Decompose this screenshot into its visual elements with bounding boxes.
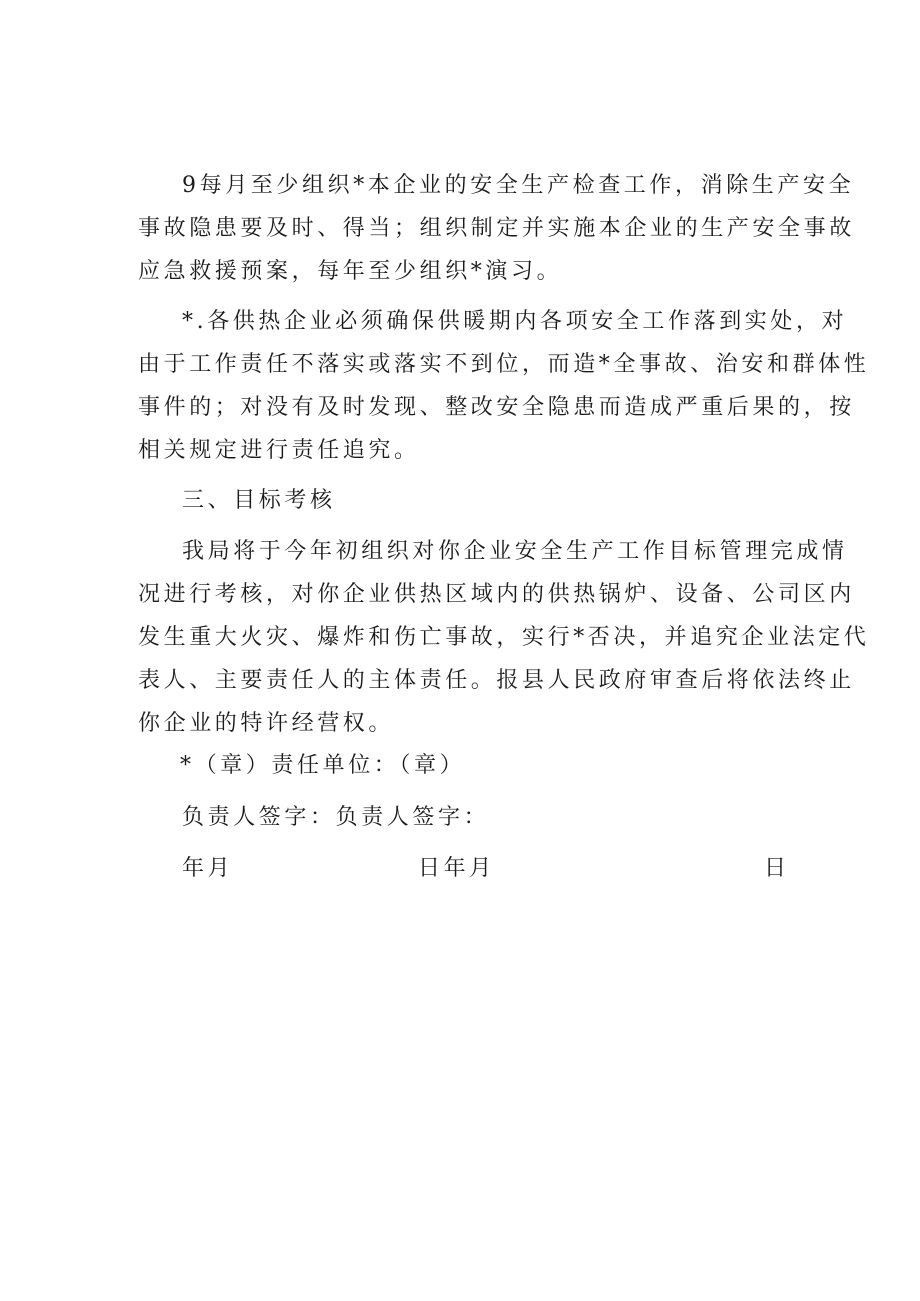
date-middle: 日年月 (418, 856, 495, 881)
paragraph-assessment-line-5: 你企业的特许经营权。 (138, 711, 395, 736)
section-heading: 三、目标考核 (182, 488, 336, 513)
date-left: 年月 (182, 856, 234, 881)
paragraph-star-line-4: 相关规定进行责任追究。 (138, 438, 420, 463)
date-right: 日 (764, 856, 790, 881)
paragraph-star-line-3: 事件的；对没有及时发现、整改安全隐患而造成严重后果的，按 (138, 395, 855, 420)
paragraph-assessment-line-4: 表人、主要责任人的主体责任。报县人民政府审查后将依法终止 (138, 668, 855, 693)
paragraph-assessment-line-3: 发生重大火灾、爆炸和伤亡事故，实行*否决，并追究企业法定代 (138, 625, 870, 650)
paragraph-assessment-line-1: 我局将于今年初组织对你企业安全生产工作目标管理完成情 (182, 539, 848, 564)
paragraph-star-line-2: 由于工作责任不落实或落实不到位，而造*全事故、治安和群体性 (138, 352, 870, 377)
paragraph-9-line-3: 应急救援预案，每年至少组织*演习。 (138, 259, 563, 284)
paragraph-star-line-1: *.各供热企业必须确保供暖期内各项安全工作落到实处，对 (182, 309, 848, 334)
responsible-units-line: *（章）责任单位：（章） (180, 753, 466, 778)
paragraph-assessment-line-2: 况进行考核，对你企业供热区域内的供热锅炉、设备、公司区内 (138, 582, 855, 607)
signer-line: 负责人签字：负责人签字： (182, 805, 490, 830)
paragraph-9-line-1: 9每月至少组织*本企业的安全生产检查工作，消除生产安全 (182, 173, 855, 198)
paragraph-9-line-2: 事故隐患要及时、得当；组织制定并实施本企业的生产安全事故 (138, 216, 855, 241)
